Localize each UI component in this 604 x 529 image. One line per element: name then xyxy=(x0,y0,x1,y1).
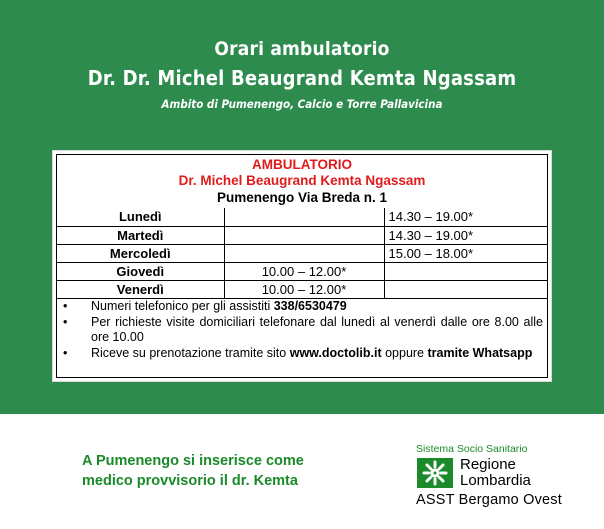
doctor-title: Dr. Dr. Michel Beaugrand Kemta Ngassam xyxy=(87,66,517,90)
footer-line-2: medico provvisorio il dr. Kemta xyxy=(82,473,298,489)
page-title: Orari ambulatorio xyxy=(214,38,390,60)
afternoon-hours: 14.30 – 19.00* xyxy=(384,226,547,244)
list-item xyxy=(57,315,547,345)
schedule-frame xyxy=(56,154,548,378)
table-row xyxy=(57,208,547,226)
morning-hours xyxy=(224,226,384,244)
table-row xyxy=(57,262,547,280)
schedule-table xyxy=(57,208,547,299)
lombardy-rose-icon xyxy=(417,458,453,488)
list-item xyxy=(57,299,547,314)
footer-note xyxy=(82,451,304,491)
card-address: Pumenengo Via Breda n. 1 xyxy=(216,190,388,205)
logo-name-line-2: Lombardia xyxy=(460,472,531,489)
booking-site-link[interactable]: www.doctolib.it xyxy=(289,346,382,360)
phone-note-text: Numeri telefonico per gli assistiti xyxy=(91,299,274,313)
morning-hours xyxy=(224,244,384,262)
morning-hours xyxy=(224,208,384,226)
home-visit-note: Per richieste visite domiciliari telefonare dal lunedì al venerdì dalle ore 8.00 alle ore 10.00 xyxy=(91,315,543,344)
afternoon-hours: 15.00 – 18.00* xyxy=(384,244,547,262)
afternoon-hours xyxy=(384,280,547,298)
day-cell: Venerdì xyxy=(57,280,224,298)
bullet-icon: • xyxy=(63,346,68,360)
logo-name-line-1: Regione xyxy=(460,456,516,473)
afternoon-hours: 14.30 – 19.00* xyxy=(384,208,547,226)
table-row xyxy=(57,244,547,262)
whatsapp-text: tramite Whatsapp xyxy=(427,346,533,360)
table-row xyxy=(57,226,547,244)
logo-system-label: Sistema Socio Sanitario xyxy=(416,443,528,455)
bullet-icon: • xyxy=(63,315,68,329)
list-item xyxy=(57,346,547,361)
footer-line-1: A Pumenengo si inserisce come xyxy=(82,453,304,469)
day-cell: Martedì xyxy=(57,226,224,244)
card-title: AMBULATORIO xyxy=(252,157,352,172)
table-row xyxy=(57,280,547,298)
bullet-icon: • xyxy=(63,299,68,313)
schedule-card xyxy=(52,150,552,382)
booking-note-mid: oppure xyxy=(381,346,428,360)
morning-hours: 10.00 – 12.00* xyxy=(224,262,384,280)
phone-number: 338/6530479 xyxy=(273,299,347,313)
afternoon-hours xyxy=(384,262,547,280)
day-cell: Lunedì xyxy=(57,208,224,226)
morning-hours: 10.00 – 12.00* xyxy=(224,280,384,298)
booking-note-text: Riceve su prenotazione tramite sito xyxy=(91,346,290,360)
day-cell: Mercoledì xyxy=(57,244,224,262)
day-cell: Giovedì xyxy=(57,262,224,280)
logo-asst-label: ASST Bergamo Ovest xyxy=(416,492,562,508)
logo-region-name xyxy=(460,457,531,489)
notes-list xyxy=(57,299,547,362)
ambito-subtitle: Ambito di Pumenengo, Calcio e Torre Pallavicina xyxy=(161,97,443,111)
card-doctor: Dr. Michel Beaugrand Kemta Ngassam xyxy=(178,173,426,188)
